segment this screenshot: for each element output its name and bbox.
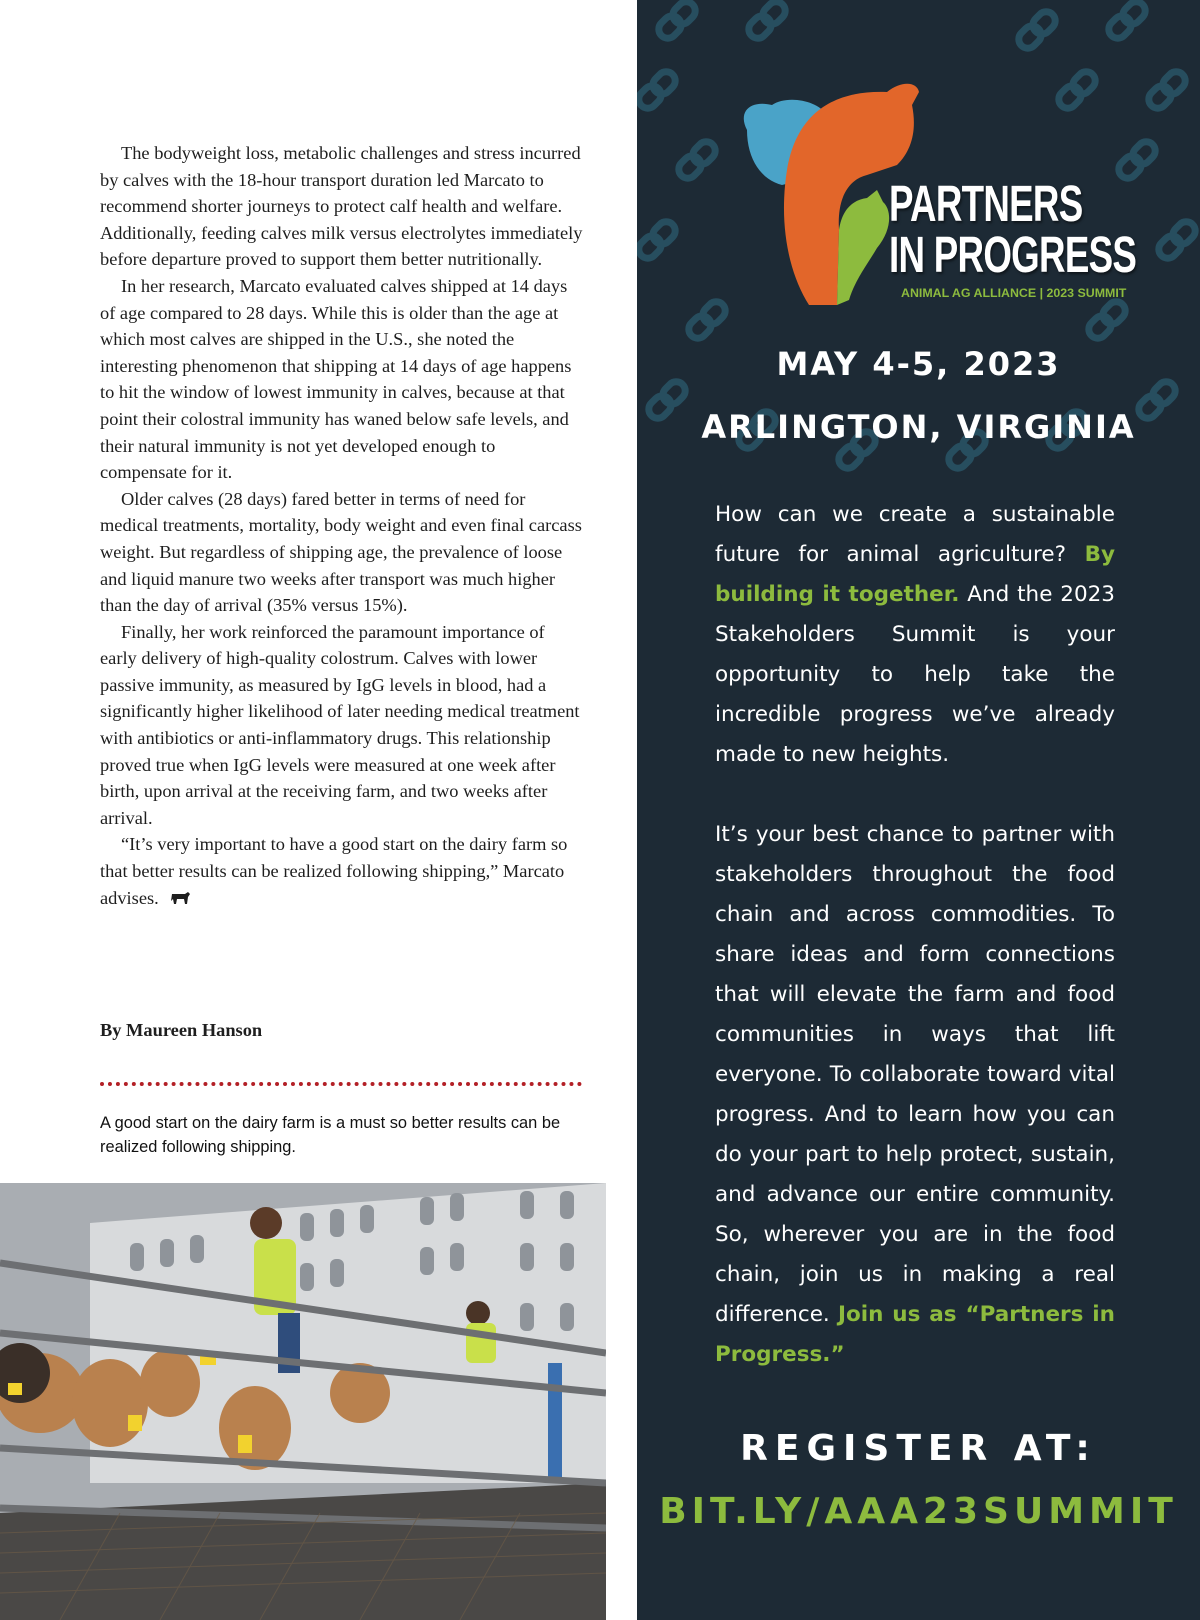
- summit-ad: [637, 0, 1200, 1620]
- calves-trailer-photo: [0, 1183, 606, 1620]
- article-paragraph: The bodyweight loss, metabolic challenges and stress incurred by calves with the 18-hour transport duration led Marcato to recommend shorter journeys to protect calf health and welfare. Additionally, feeding calves milk versus electrolytes immediately before departure proved to support them better nutritionally.: [100, 143, 583, 270]
- event-location: ARLINGTON, VIRGINIA: [701, 408, 1136, 446]
- photo-caption: A good start on the dairy farm is a must so better results can be realized following shipping.: [100, 1114, 561, 1156]
- article-paragraph: [100, 831, 584, 911]
- article-paragraph: Older calves (28 days) fared better in terms of need for medical treatments, mortality, body weight and even final carcass weight. But regardless of shipping age, the prevalence of loose and liquid manure two weeks after transport was much higher than the day of arrival (35% versus 15%).: [100, 488, 582, 616]
- register-label: REGISTER AT:: [740, 1428, 1097, 1469]
- ad-text: And the 2023 Stakeholders Summit is your opportunity to help take the incredible progress we’ve already made to new heights.: [715, 582, 1115, 767]
- dotted-divider: [100, 1082, 582, 1086]
- ad-highlight: Join us as “Partners in Progress.”: [715, 1302, 1115, 1367]
- cow-end-mark-icon: [169, 891, 191, 905]
- article-body: [100, 140, 584, 911]
- ad-paragraph: [715, 815, 1115, 1375]
- logo-title-line: PARTNERS: [889, 175, 1083, 232]
- ad-text: It’s your best chance to partner with stakeholders throughout the food chain and across commodities. To share ideas and form connections that will elevate the farm and food communities in ways that lift everyone. To collaborate toward vital progress. And to learn how you can do your part to help protect, sustain, and advance our entire community. So, wherever you are in the food chain, join us in making a real difference.: [715, 822, 1115, 1327]
- logo-title: [889, 175, 1137, 283]
- ad-highlight: By building it together.: [715, 542, 1115, 607]
- page-gutter: [606, 0, 637, 1620]
- event-date: MAY 4-5, 2023: [776, 345, 1061, 383]
- ad-body: [715, 495, 1115, 1375]
- byline: By Maureen Hanson: [100, 1020, 263, 1040]
- article-paragraph: Finally, her work reinforced the paramount importance of early delivery of high-quality colostrum. Calves with lower passive immunity, as measured by IgG levels in blood, had a significantly higher likelihood of later needing medical treatment with antibiotics or anti-inflammatory drugs. This relationship proved true when IgG levels were measured at one week after birth, upon arrival at the receiving farm, and two weeks after arrival.: [100, 621, 580, 828]
- logo-subtitle: ANIMAL AG ALLIANCE | 2023 SUMMIT: [901, 286, 1127, 300]
- register-link[interactable]: BIT.LY/AAA23SUMMIT: [659, 1491, 1178, 1532]
- logo-title-line: IN PROGRESS: [889, 226, 1137, 283]
- ad-text: How can we create a sustainable future for animal agriculture?: [715, 502, 1115, 567]
- ad-paragraph: [715, 495, 1115, 775]
- article-paragraph-text: “It’s very important to have a good start on the dairy farm so that better results can be realized following shipping,” Marcato advises.: [100, 834, 568, 908]
- article-paragraph: In her research, Marcato evaluated calves shipped at 14 days of age compared to 28 days. While this is older than the age at which most calves are shipped in the U.S., she noted the interesting phenomenon that shipping at 14 days of age happens to hit the window of lowest immunity in calves, because at that point their colostral immunity has waned below safe levels, and their natural immunity is not yet developed enough to compensate for it.: [100, 275, 572, 483]
